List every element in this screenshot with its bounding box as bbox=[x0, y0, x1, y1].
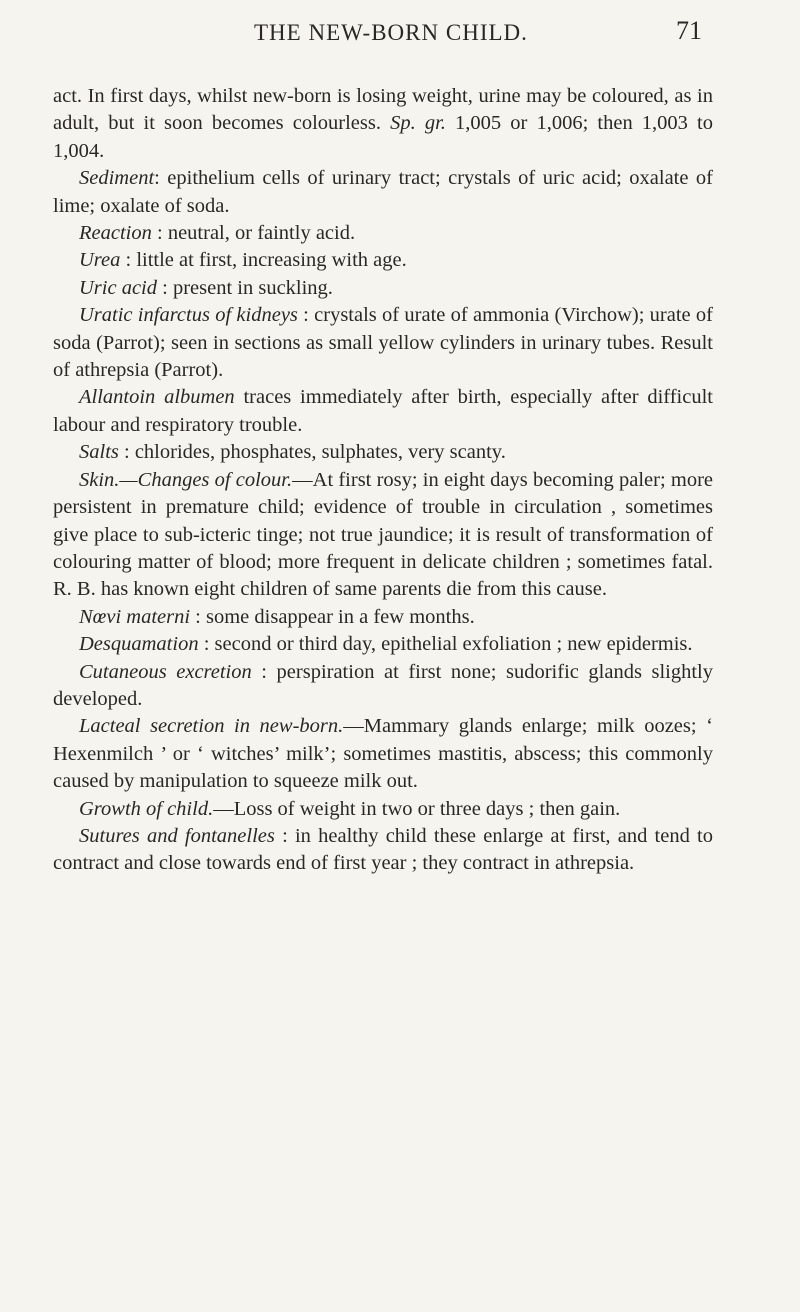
paragraph-skin bbox=[53, 467, 713, 604]
italic-term: Uratic infarctus of kidneys bbox=[79, 304, 298, 327]
paragraph-text: traces immediately after birth, especially after difficult labour and respiratory trouble. bbox=[53, 386, 713, 436]
italic-term: Desquamation bbox=[79, 633, 199, 656]
paragraph-allantoin bbox=[53, 384, 713, 439]
paragraph-text: : crystals of urate of ammonia (Virchow); urate of soda (Parrot); seen in sections as small yellow cylinders in urinary tubes. Result of athrepsia (Parrot). bbox=[53, 304, 713, 382]
paragraph-desquamation bbox=[53, 631, 713, 658]
paragraph-text: : epithelium cells of urinary tract; crystals of uric acid; oxalate of lime; oxalate of soda. bbox=[53, 167, 713, 217]
italic-term: Sutures and fontanelles bbox=[79, 824, 275, 847]
paragraph-sutures bbox=[53, 823, 713, 878]
paragraph-text: —Mammary glands enlarge; milk oozes; ‘ Hexenmilch ’ or ‘ witches’ milk’; sometimes mastitis, abscess; this commonly caused by manipulation to squeeze milk out. bbox=[53, 715, 713, 793]
italic-term: Reaction bbox=[79, 222, 152, 245]
paragraph-text: : some disappear in a few months. bbox=[190, 605, 475, 628]
italic-term: Allantoin albumen bbox=[79, 386, 235, 409]
italic-term: Growth of child. bbox=[79, 797, 214, 820]
paragraph-lacteal-secretion bbox=[53, 713, 713, 795]
italic-term: Lacteal secretion in new-born. bbox=[79, 715, 344, 738]
paragraph-text: : second or third day, epithelial exfoliation ; new epidermis. bbox=[198, 633, 693, 656]
running-head: THE NEW-BORN CHILD. bbox=[254, 20, 528, 45]
paragraph-text: : chlorides, phosphates, sulphates, very scanty. bbox=[118, 441, 506, 464]
paragraph-naevi bbox=[53, 604, 713, 631]
italic-term: Nœvi materni bbox=[79, 605, 191, 628]
italic-term: Uric acid bbox=[79, 276, 157, 299]
paragraph-text: : in healthy child these enlarge at first, and tend to contract and close towards end of first year ; they contract in athrepsia. bbox=[53, 824, 713, 875]
paragraph-reaction bbox=[53, 220, 713, 247]
paragraph-cutaneous-excretion bbox=[53, 659, 713, 714]
paragraph-text: : neutral, or faintly acid. bbox=[151, 222, 356, 245]
italic-term: Cutaneous excretion bbox=[79, 660, 252, 683]
body-text bbox=[53, 83, 713, 878]
paragraph-text: —Loss of weight in two or three days ; then gain. bbox=[213, 797, 621, 820]
paragraph-uric-acid bbox=[53, 275, 713, 302]
italic-term: Sediment bbox=[79, 167, 155, 190]
italic-term: Salts bbox=[79, 441, 119, 464]
paragraph-text: —At first rosy; in eight days becoming paler; more persistent in premature child; evidence of trouble in circulation , sometimes give place to sub-icteric tinge; not true jaundice; it is result of transformation of colouring matter of blood; more frequent in delicate children ; sometimes fatal. R. B. has known eight children of same parents die from this cause. bbox=[53, 468, 713, 601]
paragraph-uratic-infarctus bbox=[53, 302, 713, 384]
paragraph-urine bbox=[53, 83, 713, 165]
paragraph-text: : perspiration at first none; sudorific glands slightly developed. bbox=[53, 660, 713, 710]
italic-term: Sp. gr. bbox=[390, 112, 446, 135]
paragraph-sediment bbox=[53, 165, 713, 220]
italic-term: Urea bbox=[79, 249, 121, 272]
paragraph-text: : present in suckling. bbox=[157, 276, 333, 299]
paragraph-text: : little at first, increasing with age. bbox=[120, 249, 407, 272]
page-number: 71 bbox=[676, 16, 702, 45]
paragraph-text: act. In first days, whilst new-born is losing weight, urine may be coloured, as in adult, but it soon becomes colourless. bbox=[53, 85, 713, 135]
paragraph-salts bbox=[53, 439, 713, 466]
paragraph-text: 1,005 or 1,006; then 1,003 to 1,004. bbox=[53, 112, 713, 162]
italic-term: Skin.—Changes of colour. bbox=[79, 468, 293, 491]
paragraph-urea bbox=[53, 247, 713, 274]
paragraph-growth bbox=[53, 796, 713, 823]
